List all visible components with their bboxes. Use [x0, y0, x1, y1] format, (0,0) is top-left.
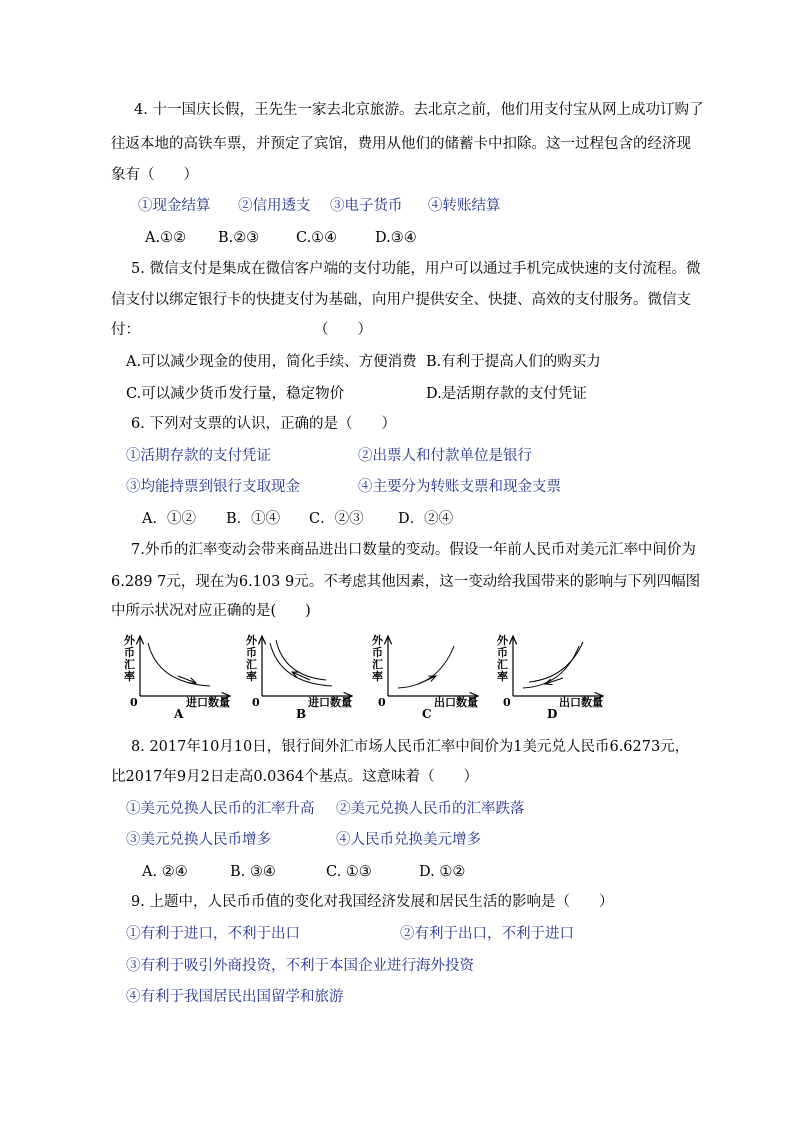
q8-choice-d[interactable]: D. ①②: [419, 864, 466, 880]
q5-stem-line-2: 信支付以绑定银行卡的快捷支付为基础，向用户提供安全、快捷、高效的支付服务。微信支: [111, 292, 691, 308]
q9-stem: 9. 上题中，人民币币值的变化对我国经济发展和居民生活的影响是（ ）: [131, 894, 614, 910]
q6-item-3: ③均能持票到银行支取现金: [126, 479, 300, 495]
q8-choice-b[interactable]: B. ③④: [230, 864, 276, 880]
q7-stem-line-1: 7.外币的汇率变动会带来商品进出口数量的变动。假设一年前人民币对美元汇率中间价为: [131, 542, 696, 558]
graph-c-y-label-char: 率: [372, 670, 383, 683]
graph-a-y-label-char: 率: [124, 670, 135, 683]
graph-d-curve-2: [529, 642, 583, 682]
graph-a-curve: [148, 643, 210, 686]
q9-item-4: ④有利于我国居民出国留学和旅游: [126, 989, 344, 1005]
q4-stem-line-1: 4. 十一国庆长假，王先生一家去北京旅游。去北京之前，他们用支付宝从网上成功订购了: [134, 102, 704, 118]
q4-stem-line-2: 往返本地的高铁车票，并预定了宾馆，费用从他们的储蓄卡中扣除。这一过程包含的经济现: [111, 136, 691, 152]
q6-choice-d[interactable]: D．②④: [398, 511, 454, 527]
q5-stem-line-1: 5. 微信支付是集成在微信客户端的支付功能，用户可以通过手机完成快速的支付流程。微: [131, 261, 701, 277]
q8-choice-c[interactable]: C. ①③: [326, 864, 372, 880]
q8-item-1: ①美元兑换人民币的汇率升高: [126, 801, 315, 817]
q6-stem: 6. 下列对支票的认识，正确的是（ ）: [131, 416, 396, 432]
graph-b-y-label-char: 币: [246, 646, 257, 659]
q5-stem-line-3: 付： （ ）: [111, 322, 372, 338]
graph-a-letter: A: [174, 707, 184, 721]
graph-c-y-label-char: 汇: [372, 658, 383, 671]
q4-stem-line-3: 象有（ ）: [111, 167, 198, 183]
q8-item-2: ②美元兑换人民币的汇率跌落: [336, 801, 525, 817]
q6-choice-a[interactable]: A．①②: [142, 511, 196, 527]
graph-b-origin: 0: [252, 696, 260, 709]
graph-c-letter: C: [422, 707, 432, 721]
q6-choice-b[interactable]: B．①④: [226, 511, 281, 527]
q8-item-4: ④人民币兑换美元增多: [336, 832, 481, 848]
graph-c-y-label-char: 外: [372, 634, 383, 647]
q8-stem-line-1: 8. 2017年10月10日，银行间外汇市场人民币汇率中间价为1美元兑人民币6.6273元，: [131, 739, 690, 755]
graph-a-x-label: 进口数量: [186, 696, 230, 709]
graph-b-curve-2: [276, 640, 326, 680]
q8-stem-line-2: 比2017年9月2日走高0.0364个基点。这意味着（ ）: [111, 769, 479, 785]
q9-item-2: ②有利于出口，不利于进口: [400, 926, 574, 942]
graph-a-y-label-char: 币: [124, 646, 135, 659]
graph-b-y-label-char: 率: [246, 670, 257, 683]
graph-d-y-label-char: 外: [497, 634, 508, 647]
q8-item-3: ③美元兑换人民币增多: [126, 832, 271, 848]
q8-choice-a[interactable]: A. ②④: [142, 864, 188, 880]
q6-item-4: ④主要分为转账支票和现金支票: [358, 479, 561, 495]
q4-choice-d[interactable]: D.③④: [375, 230, 417, 246]
graph-c-origin: 0: [378, 696, 386, 709]
graph-d-origin: 0: [503, 696, 511, 709]
graph-c-arrow: [418, 676, 436, 684]
q4-item-3: ③电子货币: [330, 198, 403, 214]
q4-item-1: ①现金结算: [138, 198, 211, 214]
graph-a-y-label-char: 汇: [124, 658, 135, 671]
graph-c-curve: [398, 646, 454, 688]
graph-d-x-label: 出口数量: [559, 696, 603, 709]
q4-choice-a[interactable]: A.①②: [145, 230, 187, 246]
graph-d-y-label-char: 汇: [497, 658, 508, 671]
q4-choice-b[interactable]: B.②③: [218, 230, 260, 246]
graph-d-y-label-char: 率: [497, 670, 508, 683]
graph-d-letter: D: [547, 707, 558, 721]
q4-item-2: ②信用透支: [238, 198, 311, 214]
graph-c-y-label-char: 币: [372, 646, 383, 659]
q9-item-3: ③有利于吸引外商投资，不利于本国企业进行海外投资: [126, 958, 474, 974]
q5-choice-a[interactable]: A.可以减少现金的使用，简化手续、方便消费: [126, 354, 417, 370]
graph-b-letter: B: [296, 707, 307, 721]
q5-choice-d[interactable]: D.是活期存款的支付凭证: [426, 386, 587, 402]
q9-item-1: ①有利于进口，不利于出口: [126, 926, 300, 942]
graph-d-y-label-char: 币: [497, 646, 508, 659]
q6-item-2: ②出票人和付款单位是银行: [358, 448, 532, 464]
q7-graphs: [0, 628, 794, 728]
q5-choice-c[interactable]: C.可以减少货币发行量，稳定物价: [126, 386, 345, 402]
graph-b-y-label-char: 汇: [246, 658, 257, 671]
graph-a-y-label-char: 外: [124, 634, 135, 647]
graph-b-y-label-char: 外: [246, 634, 257, 647]
q6-choice-c[interactable]: C．②③: [309, 511, 364, 527]
graph-b-x-label: 进口数量: [308, 696, 352, 709]
q7-stem-line-2: 6.289 7元，现在为6.103 9元。不考虑其他因素，这一变动给我国带来的影响与下列四幅图: [111, 574, 701, 590]
q5-choice-b[interactable]: B.有利于提高人们的购买力: [426, 354, 601, 370]
graph-c-x-label: 出口数量: [434, 696, 478, 709]
q4-item-4: ④转账结算: [428, 198, 501, 214]
q4-choice-c[interactable]: C.①④: [296, 230, 338, 246]
q7-stem-line-3: 中所示状况对应正确的是( ): [111, 603, 311, 619]
q6-item-1: ①活期存款的支付凭证: [126, 448, 271, 464]
graph-a-origin: 0: [130, 696, 138, 709]
